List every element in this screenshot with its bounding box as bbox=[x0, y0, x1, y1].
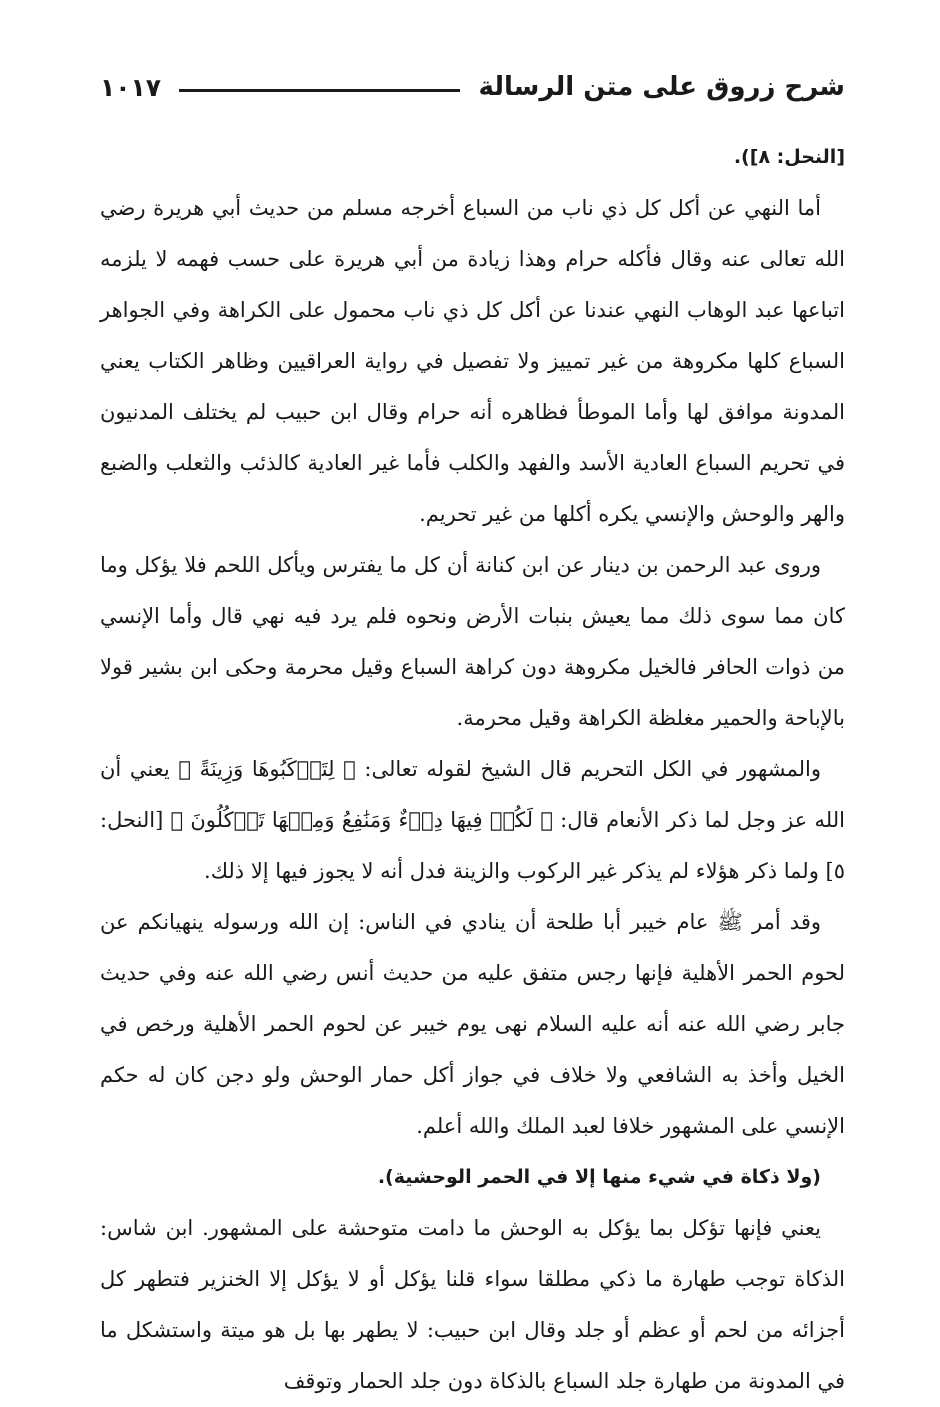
quran-quote: ﴿ لِتَرۡكَبُوهَا وَزِينَةً ﴾ bbox=[178, 757, 356, 781]
page-header bbox=[100, 62, 845, 112]
page-number: ١٠١٧ bbox=[100, 72, 162, 102]
body-text bbox=[100, 132, 845, 1407]
paragraph-text: [النحل: ٥] ولما ذكر هؤلاء لم يذكر غير الركوب والزينة فدل أنه لا يجوز فيها إلا ذلك. bbox=[100, 808, 845, 883]
quran-quote: ﴿ لَكُمۡ فِيهَا دِفۡءٌ وَمَنَٰفِعُ وَمِنۡهَا تَأۡكُلُونَ ﴾ bbox=[170, 808, 553, 832]
paragraph-verse-evidence bbox=[100, 744, 845, 897]
paragraph-text: والمشهور في الكل التحريم قال الشيخ لقوله تعالى: bbox=[355, 757, 821, 781]
paragraph-predators: أما النهي عن أكل كل ذي ناب من السباع أخرجه مسلم من حديث أبي هريرة رضي الله تعالى عنه وقال فأكله حرام وهذا زيادة من أبي هريرة على حسب فهمه لا يلزمه اتباعها عبد الوهاب النهي عندنا عن أكل كل ذي ناب محمول على الكراهة وفي الجواهر السباع كلها مكروهة من غير تمييز ولا تفصيل في رواية العراقيين وظاهر الكتاب يعني المدونة موافق لها وأما الموطأ فظاهره أنه حرام وقال ابن حبيب لم يختلف المدنيون في تحريم السباع العادية الأسد والفهد والكلب فأما غير العادية كالذئب والثعلب والضبع والهر والوحش والإنسي يكره أكلها من غير تحريم. bbox=[100, 196, 845, 526]
paragraph-text: يعني أن الله عز وجل لما ذكر الأنعام قال: bbox=[100, 757, 845, 832]
paragraph-khaybar: وقد أمر ﷺ عام خيبر أبا طلحة أن ينادي في الناس: إن الله ورسوله ينهيانكم عن لحوم الحمر الأهلية فإنها رجس متفق عليه من حديث أنس رضي الله عنه وفي حديث جابر رضي الله عنه أنه عليه السلام نهى يوم خيبر عن لحوم الحمر الأهلية ورخص في الخيل وأخذ به الشافعي ولا خلاف في جواز أكل حمار الوحش ولو دجن كان له حكم الإنسي على المشهور خلافا لعبد الملك والله أعلم. bbox=[100, 910, 845, 1138]
paragraph-ibn-kinana: وروى عبد الرحمن بن دينار عن ابن كنانة أن كل ما يفترس ويأكل اللحم فلا يؤكل وما كان مما سوى ذلك مما يعيش بنبات الأرض ونحوه فلم يرد فيه نهي قال وأما الإنسي من ذوات الحافر فالخيل مكروهة دون كراهة السباع وقيل محرمة وحكى ابن بشير قولا بالإباحة والحمير مغلظة الكراهة وقيل محرمة. bbox=[100, 553, 845, 730]
running-title: شرح زروق على متن الرسالة bbox=[478, 72, 845, 102]
header-rule bbox=[179, 89, 460, 92]
book-page bbox=[100, 62, 845, 1407]
verse-reference: [النحل: ٨]). bbox=[733, 146, 845, 168]
matn-heading: (ولا ذكاة في شيء منها إلا في الحمر الوحشية). bbox=[377, 1166, 821, 1188]
paragraph-dhakat: يعني فإنها تؤكل بما يؤكل به الوحش ما دامت متوحشة على المشهور. ابن شاس: الذكاة توجب طهارة ما ذكي مطلقا سواء قلنا يؤكل أو لا يؤكل إلا الخنزير فتطهر كل أجزائه من لحم أو عظم أو جلد وقال ابن حبيب: لا يطهر بها بل هو ميتة واستشكل ما في المدونة من طهارة جلد السباع بالذكاة دون جلد الحمار وتوقف bbox=[100, 1216, 845, 1393]
